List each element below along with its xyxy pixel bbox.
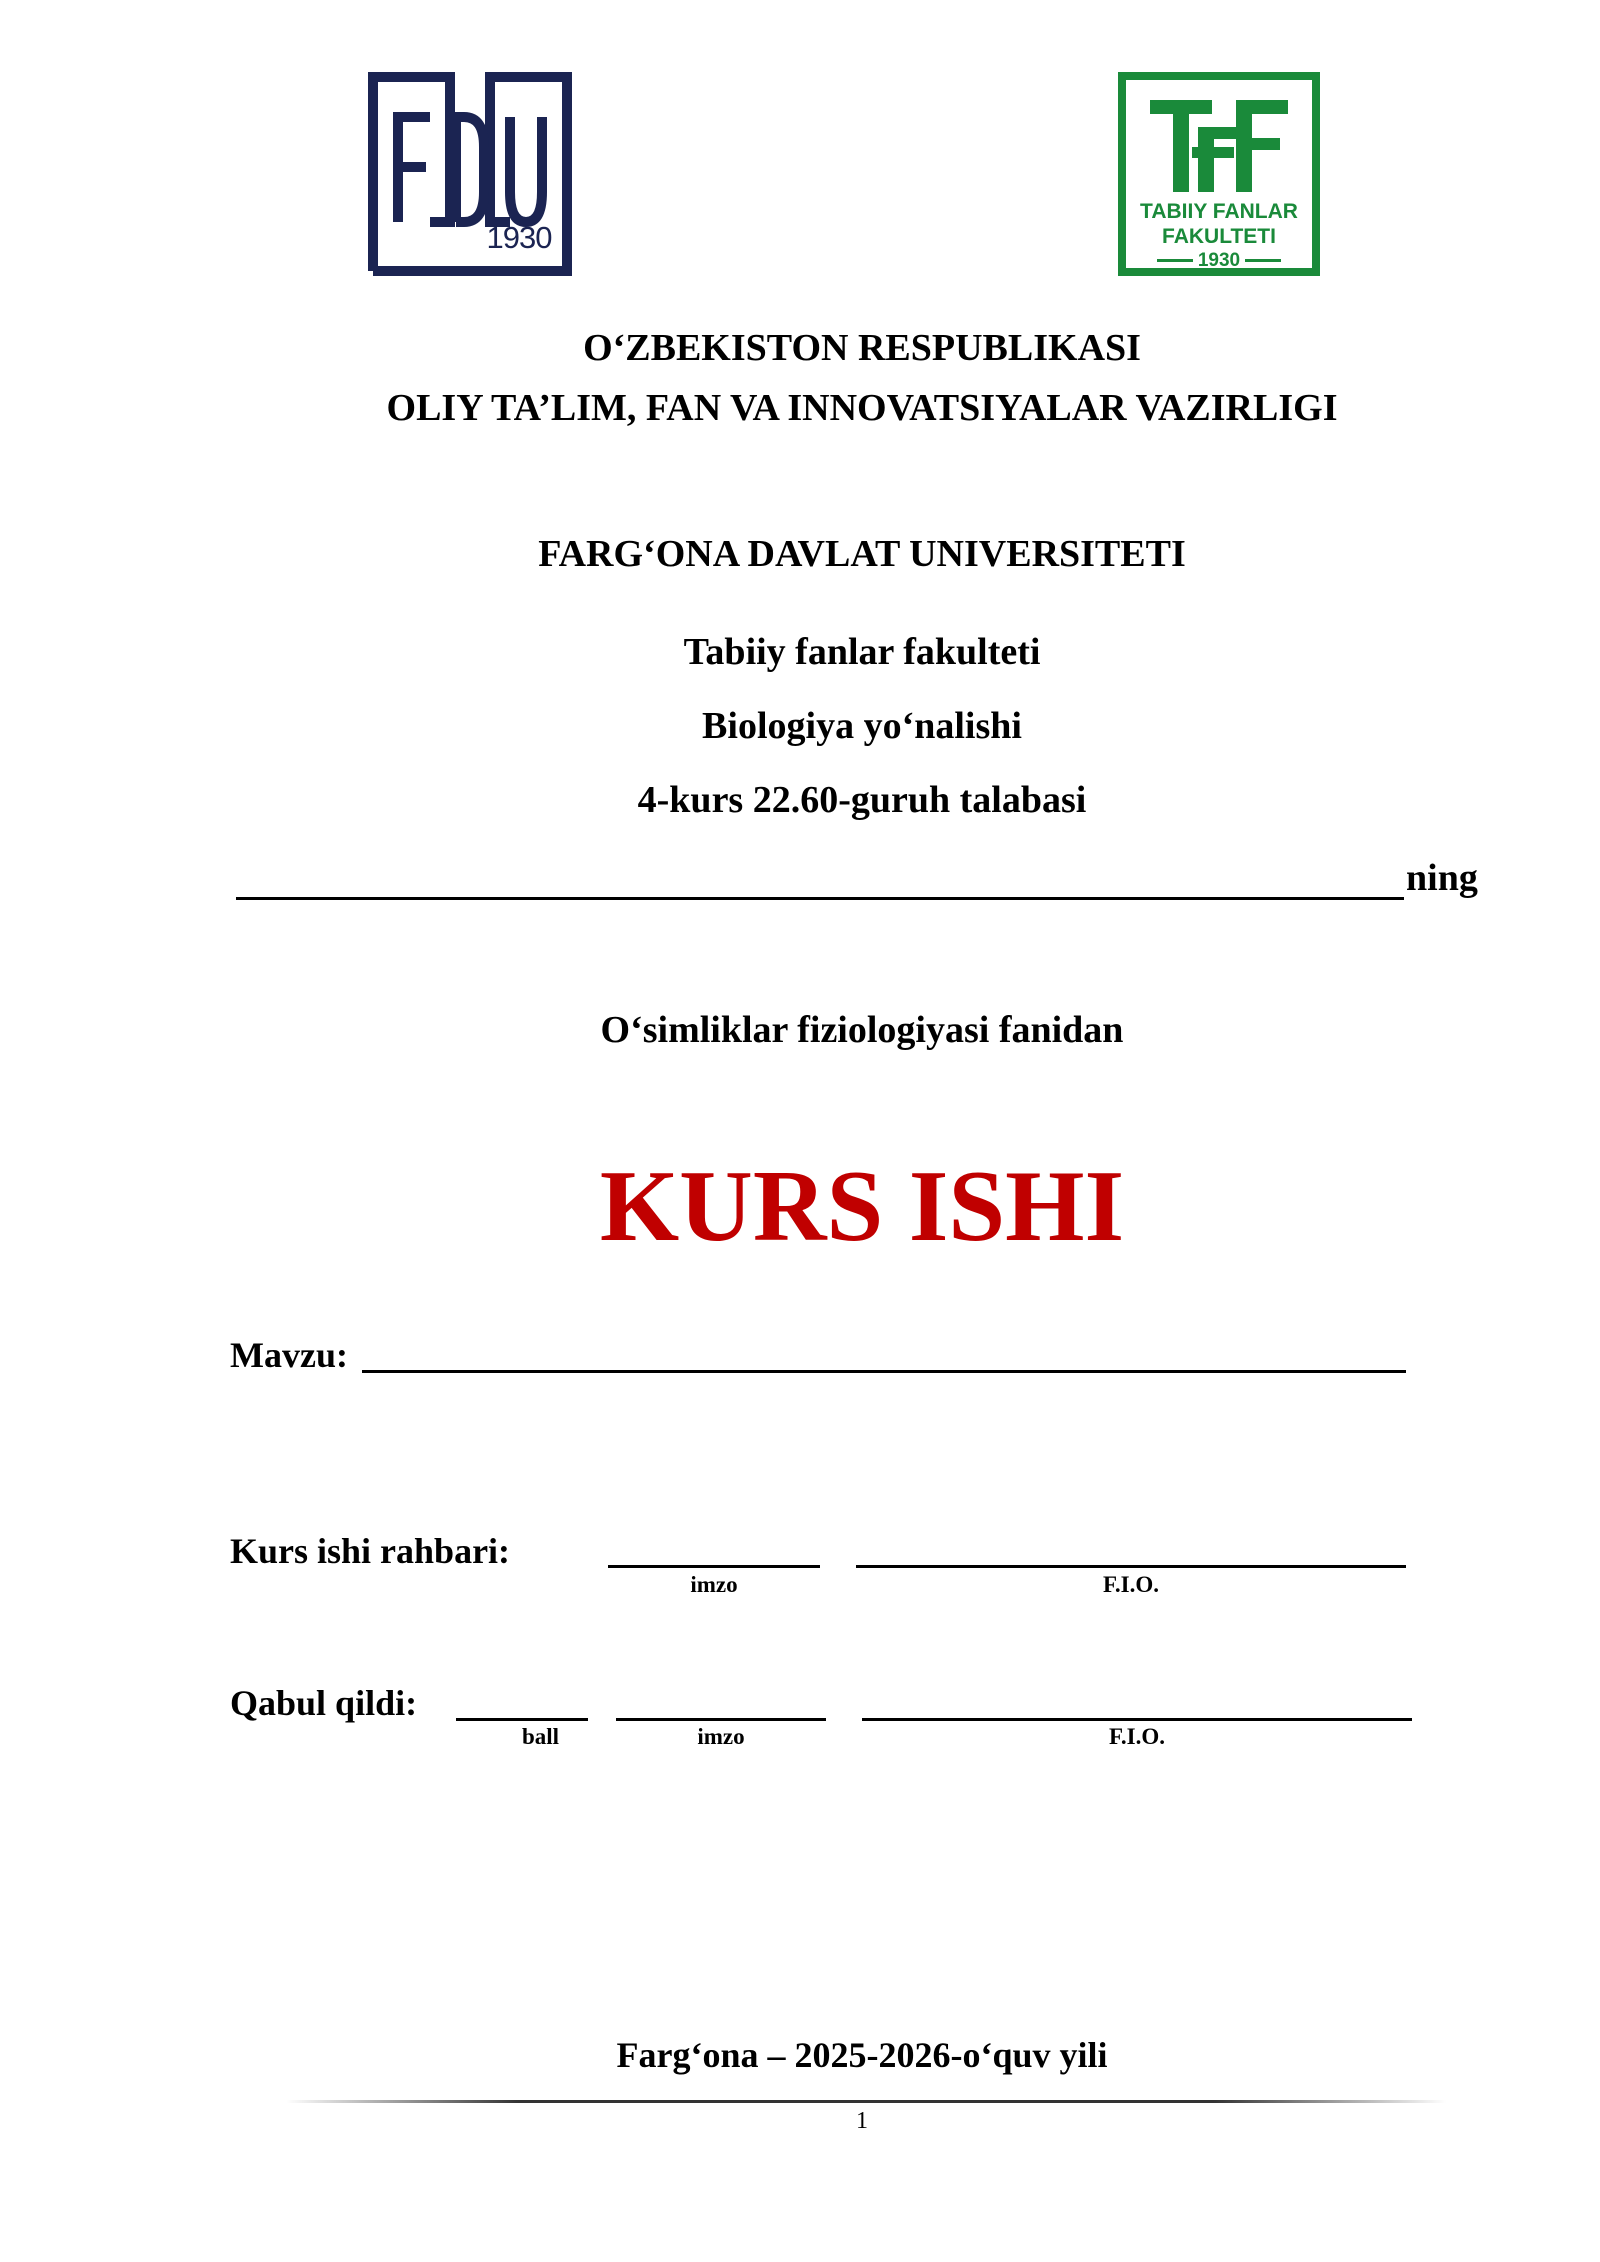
- accepted-score-line: [456, 1718, 588, 1721]
- supervisor-label: Kurs ishi rahbari:: [230, 1531, 511, 1571]
- header-ministry: OLIY TA’LIM, FAN VA INNOVATSIYALAR VAZIRLIGI: [386, 387, 1338, 429]
- accepted-name-line: [862, 1718, 1412, 1721]
- tff-logo-icon: [1118, 72, 1320, 276]
- supervisor-name-line: [856, 1565, 1406, 1568]
- tff-logo-line1: TABIIY FANLAR: [1140, 200, 1298, 223]
- accepted-name-caption: F.I.O.: [1108, 1724, 1166, 1749]
- supervisor-name-caption: F.I.O.: [1102, 1572, 1160, 1597]
- accepted-label: Qabul qildi:: [230, 1683, 418, 1723]
- tff-logo-year: [1118, 250, 1320, 272]
- supervisor-sign-caption: imzo: [690, 1572, 738, 1597]
- header-direction: Biologiya yo‘nalishi: [702, 705, 1022, 747]
- fdu-logo-icon: [368, 72, 572, 276]
- supervisor-sign-line: [608, 1565, 820, 1568]
- student-name-line: [236, 897, 1404, 900]
- tff-logo-year-text: 1930: [1197, 250, 1241, 271]
- accepted-score-caption: ball: [522, 1724, 560, 1749]
- header-country: O‘ZBEKISTON RESPUBLIKASI: [583, 327, 1141, 369]
- tff-logo-line2: FAKULTETI: [1162, 225, 1276, 248]
- student-name-suffix: ning: [1406, 857, 1478, 899]
- subject-line: O‘simliklar fiziologiyasi fanidan: [600, 1009, 1124, 1051]
- footer-place-year: Farg‘ona – 2025-2026-o‘quv yili: [616, 2035, 1108, 2075]
- document-title: KURS ISHI: [599, 1150, 1125, 1263]
- page-number: 1: [856, 2108, 868, 2134]
- fdu-logo-year: 1930: [486, 220, 552, 255]
- accepted-sign-line: [616, 1718, 826, 1721]
- header-university: FARG‘ONA DAVLAT UNIVERSITETI: [538, 533, 1186, 575]
- header-faculty: Tabiiy fanlar fakulteti: [683, 631, 1041, 673]
- header-group: 4-kurs 22.60-guruh talabasi: [637, 779, 1087, 821]
- topic-line: [362, 1370, 1406, 1373]
- topic-label: Mavzu:: [230, 1335, 348, 1375]
- footer-divider: [286, 2100, 1446, 2103]
- accepted-sign-caption: imzo: [697, 1724, 745, 1749]
